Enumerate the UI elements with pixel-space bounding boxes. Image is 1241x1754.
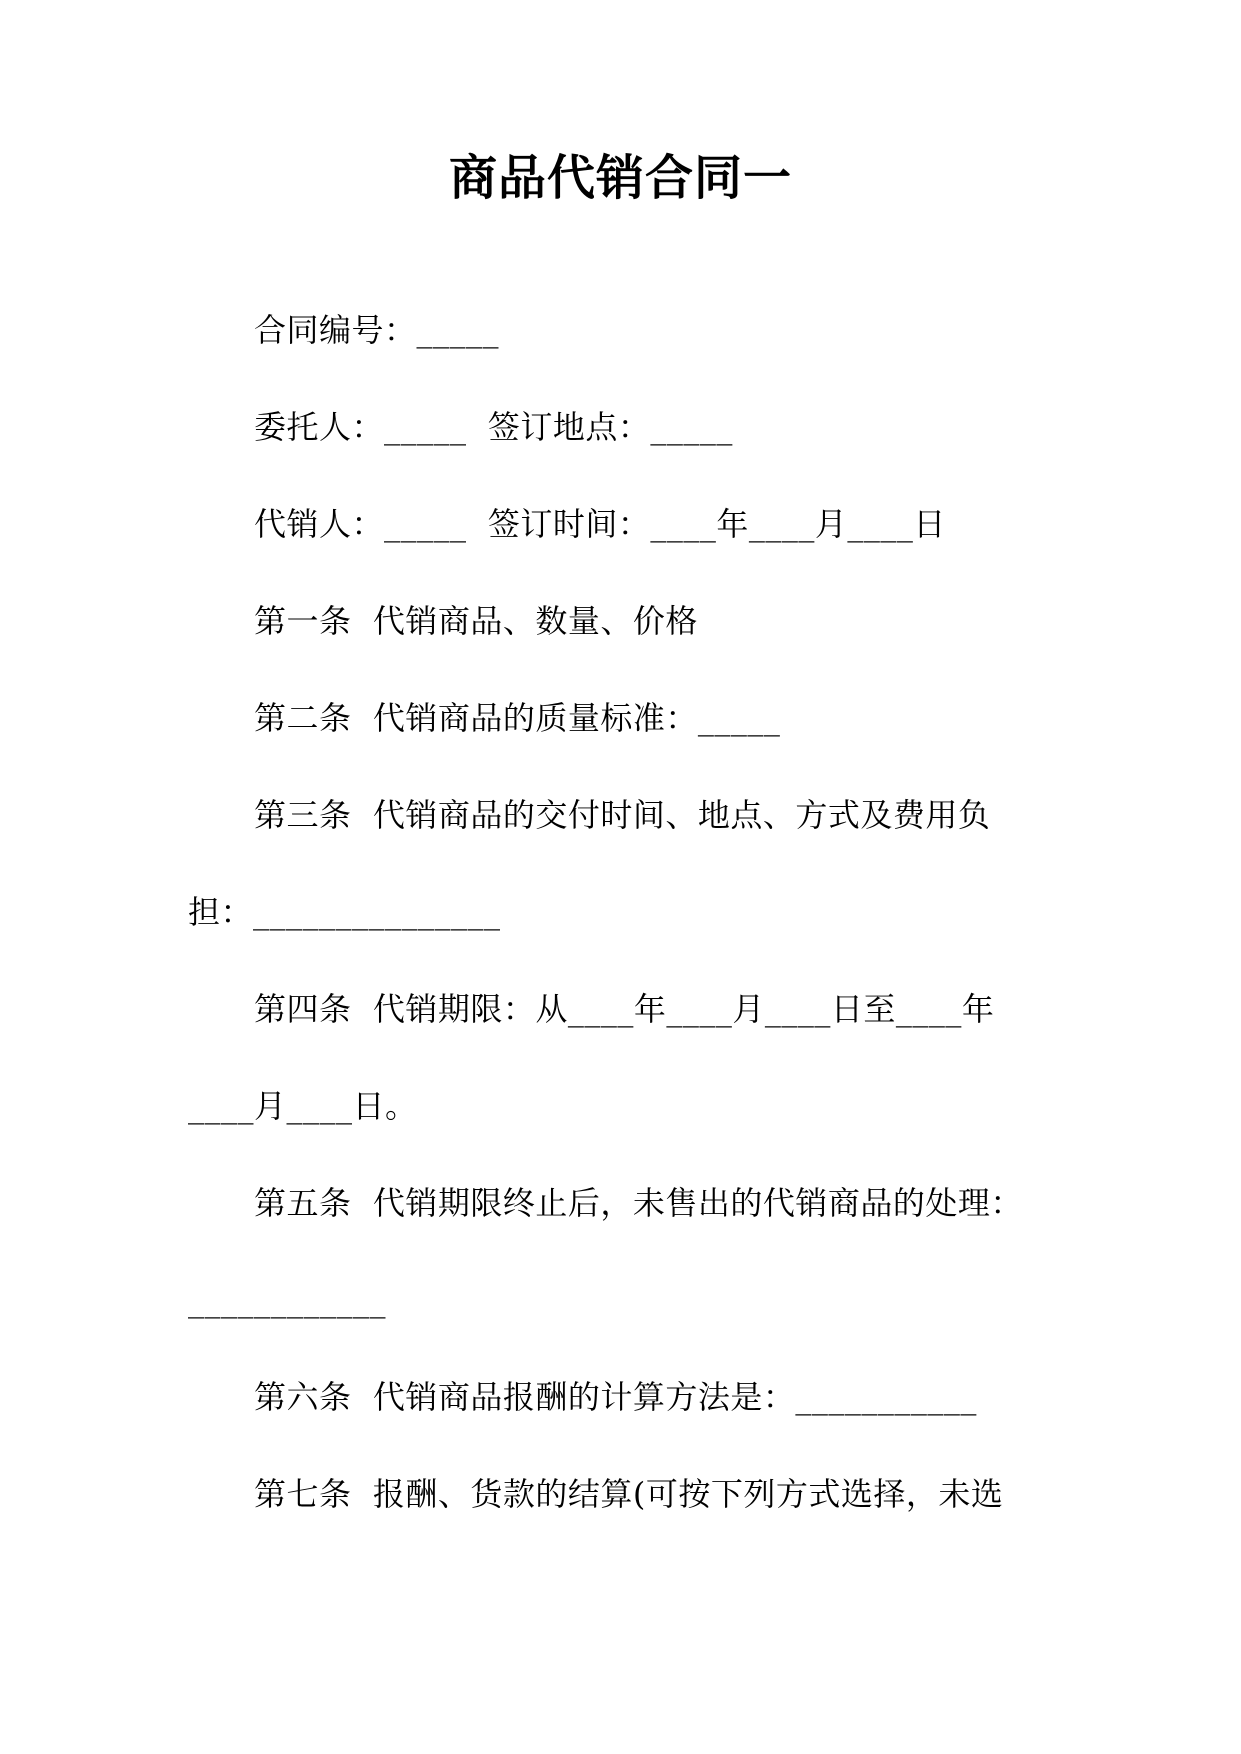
article-3: 第三条 代销商品的交付时间、地点、方式及费用负 [254, 796, 991, 834]
document-title: 商品代销合同一 [448, 150, 792, 206]
article-2: 第二条 代销商品的质量标准：_____ [254, 699, 781, 737]
article-5: 第五条 代销期限终止后，未售出的代销商品的处理： [254, 1184, 1023, 1222]
contract-number-line: 合同编号：_____ [254, 311, 500, 349]
article-4: 第四条 代销期限：从____年____月____日至____年 [254, 990, 995, 1028]
principal-line: 委托人：_____ 签订地点：_____ [254, 408, 733, 446]
article-3-continued: 担：_______________ [188, 893, 501, 931]
agent-line: 代销人：_____ 签订时间：____年____月____日 [254, 505, 946, 543]
article-4-continued: ____月____日。 [188, 1087, 418, 1125]
article-6: 第六条 代销商品报酬的计算方法是：___________ [254, 1378, 977, 1416]
article-1: 第一条 代销商品、数量、价格 [254, 602, 698, 640]
article-5-continued: ____________ [188, 1281, 386, 1319]
article-7: 第七条 报酬、货款的结算(可按下列方式选择，未选 [254, 1475, 1004, 1513]
